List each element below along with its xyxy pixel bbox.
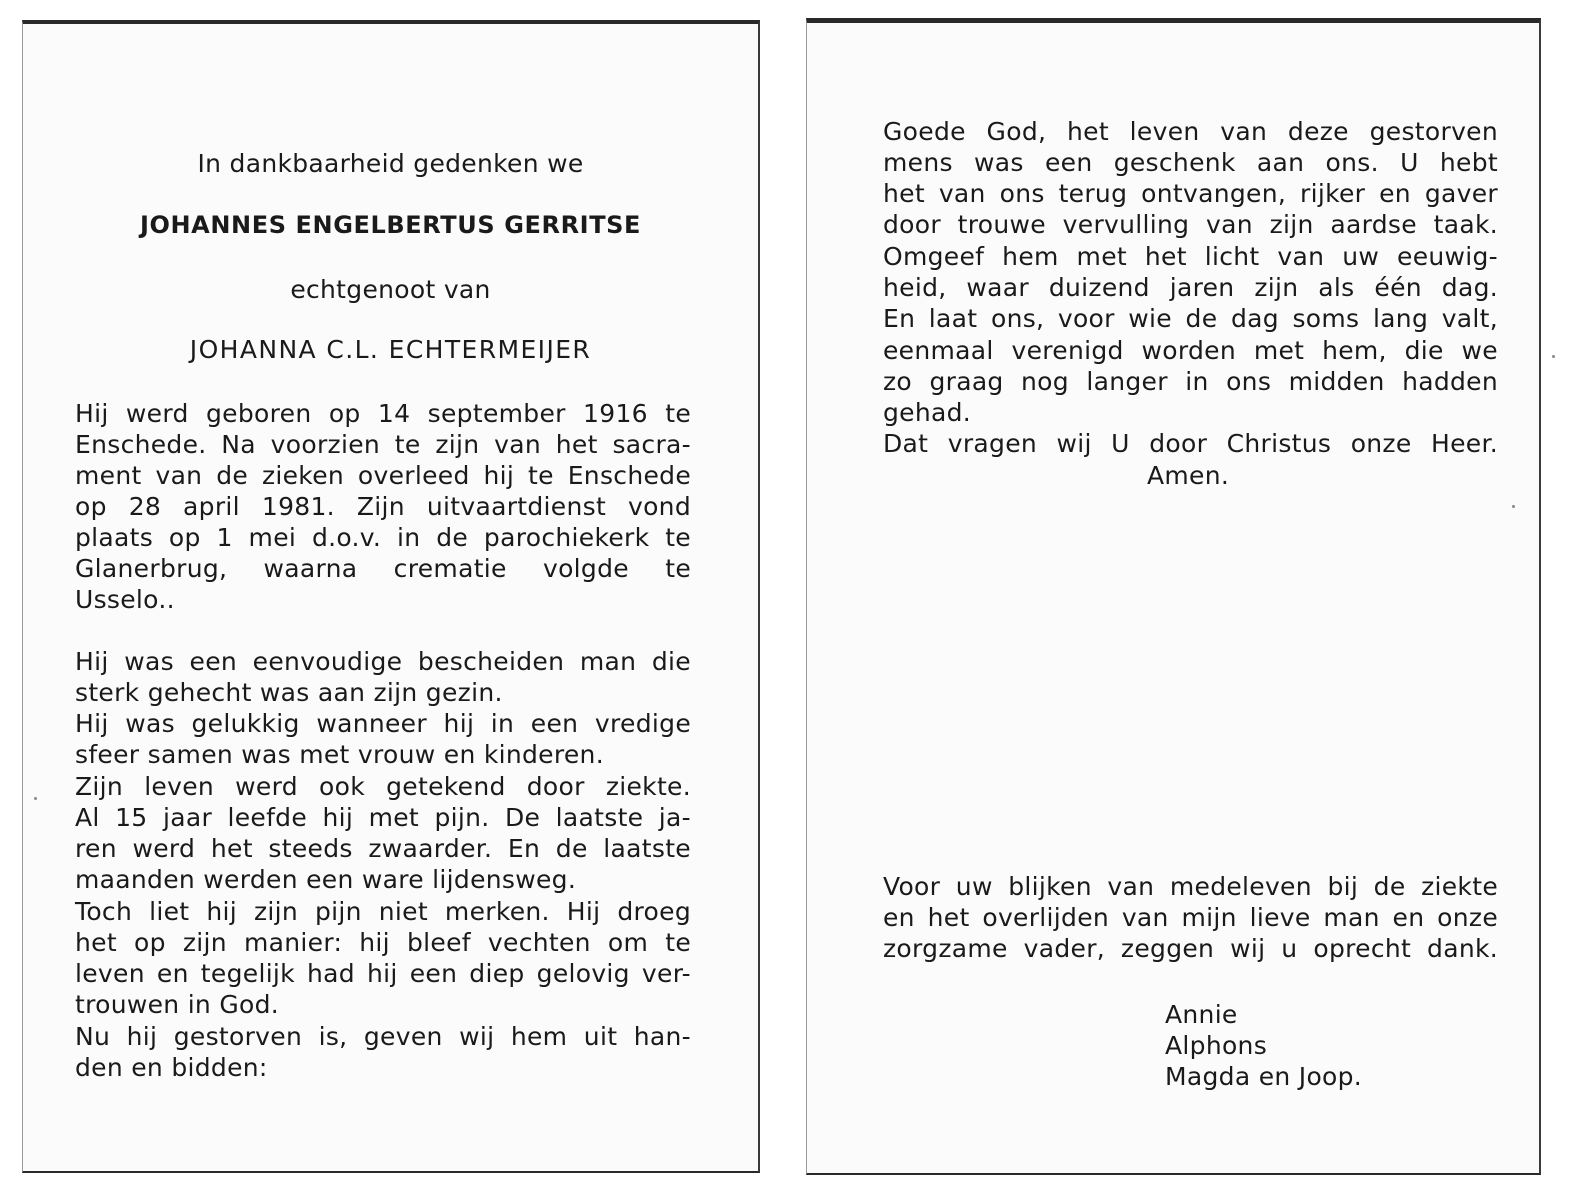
paper-speck (1512, 505, 1515, 508)
text-line: Nu hij gestorven is, geven wij hem uit han- (75, 1022, 691, 1051)
text-line: ment van de zieken overleed hij te Enschede (75, 461, 691, 490)
text-line: Enschede. Na voorzien te zijn van het sacra- (75, 430, 691, 459)
paper-speck (1552, 355, 1555, 358)
text-line: Al 15 jaar leefde hij met pijn. De laatste ja- (75, 803, 691, 832)
text-line: gehad. (883, 398, 972, 427)
text-line: heid, waar duizend jaren zijn als één dag. (883, 273, 1498, 302)
text-line: sterk gehecht was aan zijn gezin. (75, 678, 503, 707)
text-line: sfeer samen was met vrouw en kinderen. (75, 740, 604, 769)
text-line: mens was een geschenk aan ons. U hebt (883, 148, 1498, 177)
amen-line: Amen. (1147, 461, 1230, 490)
text-line: Hij was een eenvoudige bescheiden man die (75, 647, 691, 676)
text-line: en het overlijden van mijn lieve man en onze (883, 903, 1498, 932)
text-line: eenmaal verenigd worden met hem, die we (883, 336, 1498, 365)
spouse-intro: echtgenoot van (290, 275, 491, 304)
text-line: Usselo.. (75, 585, 175, 614)
intro-line: In dankbaarheid gedenken we (197, 149, 584, 178)
signature-line: Alphons (1165, 1031, 1268, 1060)
text-line: En laat ons, voor wie de dag soms lang valt, (883, 304, 1498, 333)
text-line: Hij werd geboren op 14 september 1916 te (75, 399, 691, 428)
spouse-name: JOHANNA C.L. ECHTERMEIJER (189, 335, 592, 364)
paper-speck (34, 797, 37, 800)
text-line: plaats op 1 mei d.o.v. in de parochiekerk te (75, 523, 691, 552)
text-line: Voor uw blijken van medeleven bij de ziekte (883, 872, 1498, 901)
text-line: Glanerbrug, waarna crematie volgde te (75, 554, 691, 583)
deceased-name: JOHANNES ENGELBERTUS GERRITSE (139, 211, 642, 239)
text-line: Goede God, het leven van deze gestorven (883, 117, 1498, 146)
text-line: Hij was gelukkig wanneer hij in een vredige (75, 709, 691, 738)
text-line: maanden werden een ware lijdensweg. (75, 865, 577, 894)
text-line: Toch liet hij zijn pijn niet merken. Hij droeg (75, 897, 691, 926)
text-line: zorgzame vader, zeggen wij u oprecht dank. (883, 934, 1498, 963)
text-line: ren werd het steeds zwaarder. En de laatste (75, 834, 691, 863)
signature-line: Magda en Joop. (1165, 1062, 1363, 1091)
text-line: trouwen in God. (75, 990, 280, 1019)
text-line: het van ons terug ontvangen, rijker en gaver (883, 179, 1498, 208)
text-line: Omgeef hem met het licht van uw eeuwig- (883, 242, 1498, 271)
text-line: Dat vragen wij U door Christus onze Heer. (883, 429, 1498, 458)
text-line: door trouwe vervulling van zijn aardse taak. (883, 210, 1498, 239)
memorial-card-right (806, 18, 1541, 1175)
signature-line: Annie (1165, 1000, 1238, 1029)
text-line: leven en tegelijk had hij een diep gelovig ver- (75, 959, 691, 988)
text-line: Zijn leven werd ook getekend door ziekte. (75, 772, 691, 801)
text-line: het op zijn manier: hij bleef vechten om te (75, 928, 691, 957)
memorial-card-left (22, 20, 760, 1173)
text-line: den en bidden: (75, 1053, 268, 1082)
text-line: zo graag nog langer in ons midden hadden (883, 367, 1498, 396)
text-line: op 28 april 1981. Zijn uitvaartdienst vond (75, 492, 691, 521)
